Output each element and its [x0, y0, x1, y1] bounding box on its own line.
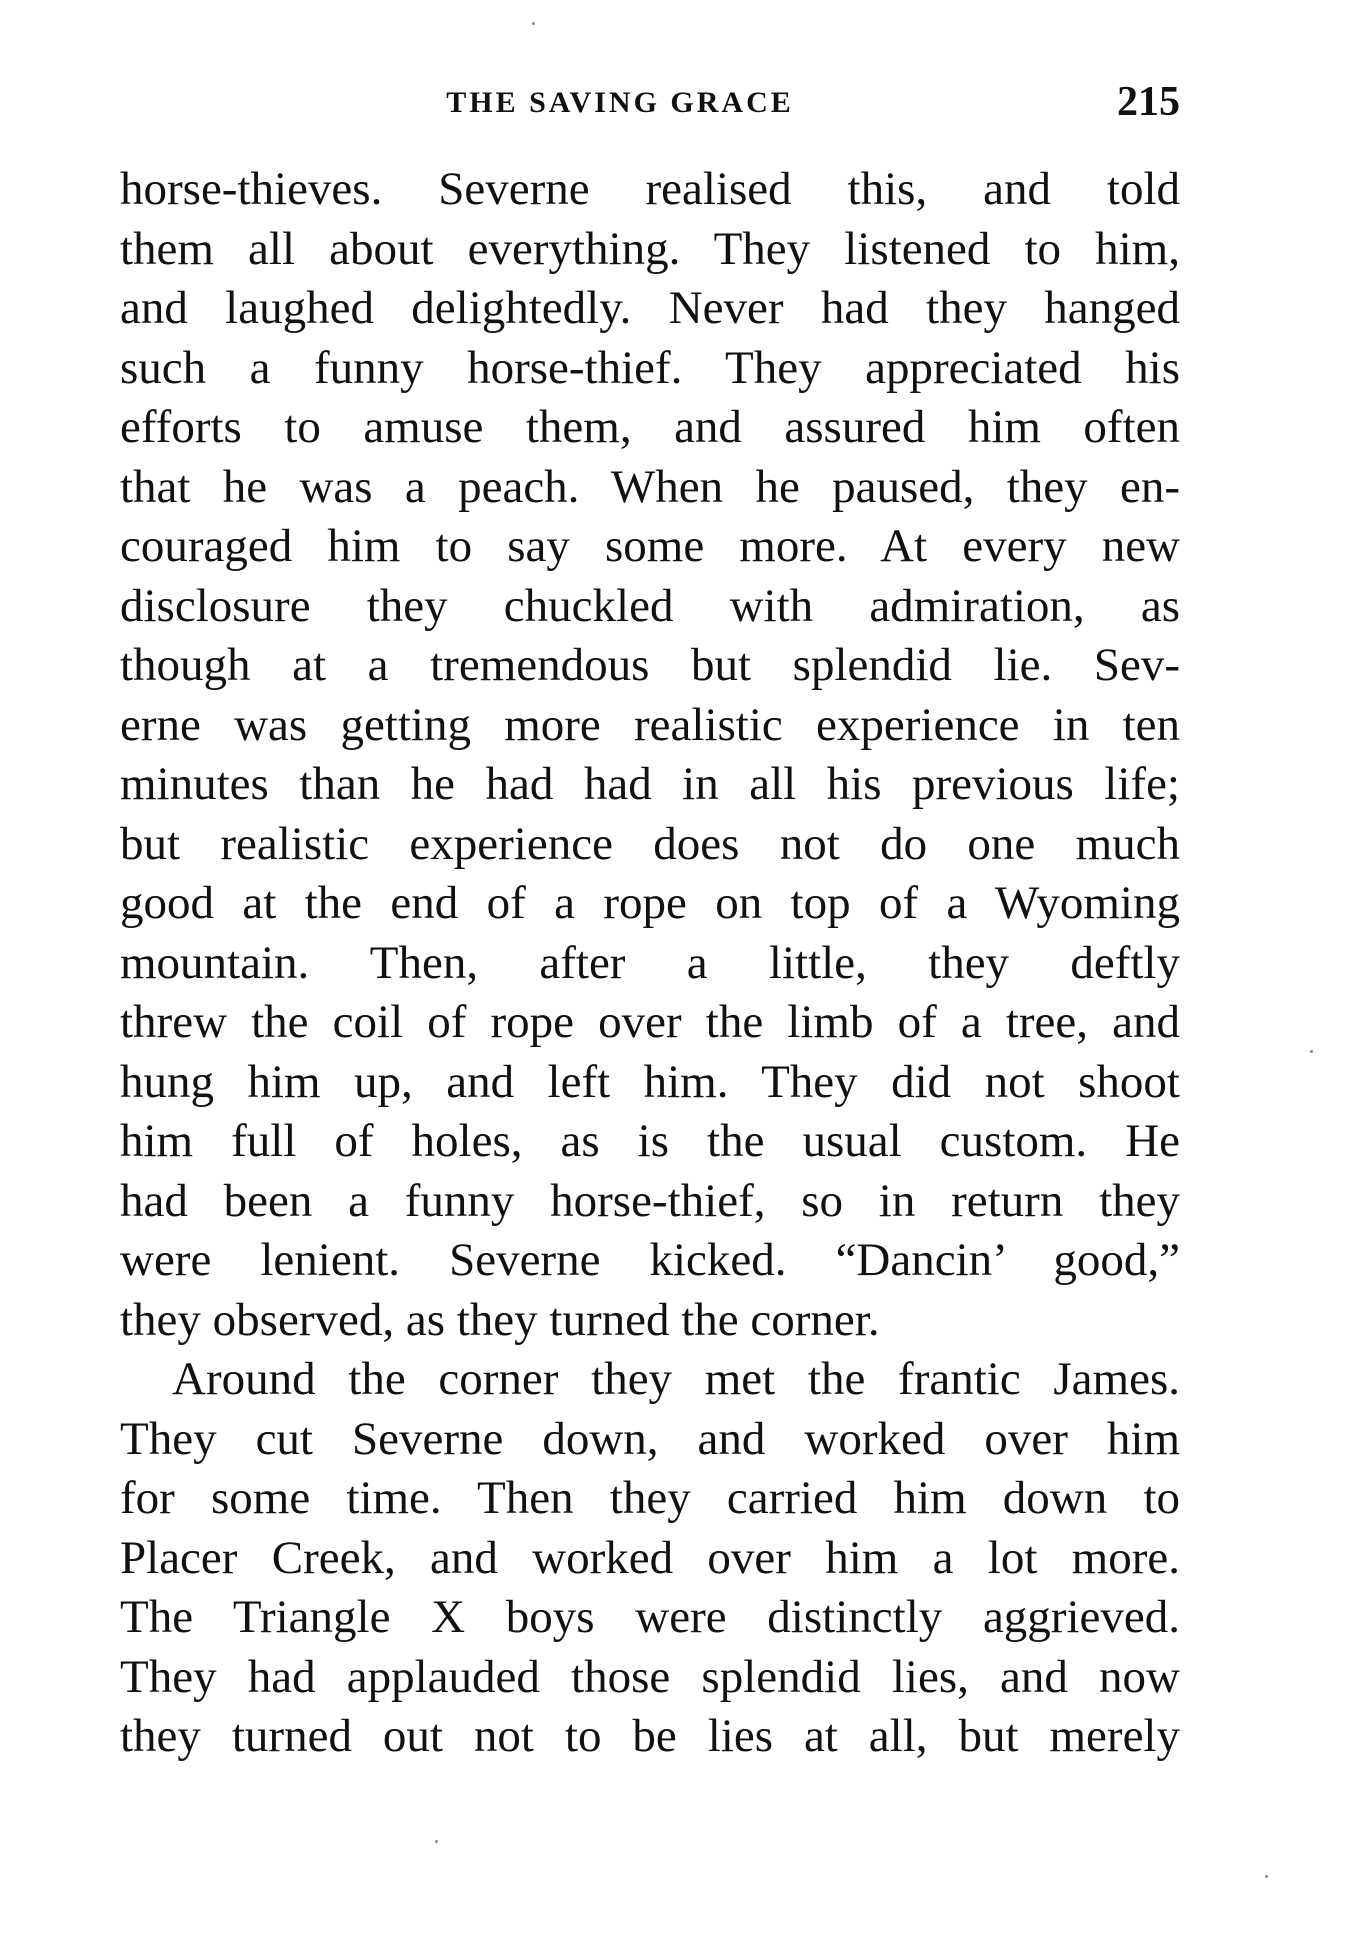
text-line: efforts to amuse them, and assured him often [120, 401, 1180, 453]
page-number: 215 [1117, 79, 1180, 125]
text-line: they observed, as they turned the corner. [120, 1293, 880, 1346]
text-line: they turned out not to be lies at all, but merely [120, 1710, 1180, 1762]
paper-speck [435, 1840, 438, 1843]
paper-speck [1265, 1875, 1268, 1878]
text-line: horse-thieves. Severne realised this, and told [120, 163, 1180, 215]
text-line: Placer Creek, and worked over him a lot more. [120, 1531, 1180, 1584]
text-line: but realistic experience does not do one much [120, 817, 1180, 870]
text-line: couraged him to say some more. At every new [120, 520, 1180, 572]
text-line: them all about everything. They listened to him, [120, 222, 1180, 275]
text-line: were lenient. Severne kicked. “Dancin’ good,” [120, 1234, 1180, 1286]
text-line: had been a funny horse-thief, so in return they [120, 1174, 1180, 1227]
text-line: minutes than he had had in all his previous life; [120, 758, 1180, 810]
text-line: disclosure they chuckled with admiration, as [120, 579, 1180, 632]
text-line: for some time. Then they carried him down to [120, 1472, 1180, 1524]
paper-speck [532, 22, 535, 25]
text-line: hung him up, and left him. They did not shoot [120, 1055, 1180, 1108]
text-line: threw the coil of rope over the limb of a tree, and [120, 996, 1180, 1048]
running-head [120, 78, 1180, 128]
text-line: Around the corner they met the frantic James. [172, 1353, 1180, 1405]
text-line: The Triangle X boys were distinctly aggrieved. [120, 1591, 1180, 1643]
body-text [120, 160, 1180, 1767]
text-line: They cut Severne down, and worked over him [120, 1412, 1180, 1465]
paper-speck [1310, 1050, 1313, 1053]
text-line: They had applauded those splendid lies, and now [120, 1650, 1180, 1703]
text-line: though at a tremendous but splendid lie. Sev- [120, 639, 1180, 691]
text-line: erne was getting more realistic experience in ten [120, 698, 1180, 751]
text-line: that he was a peach. When he paused, they en- [120, 460, 1180, 513]
paragraph-1 [120, 160, 1180, 1350]
text-line: good at the end of a rope on top of a Wyoming [120, 877, 1180, 929]
text-line: mountain. Then, after a little, they deftly [120, 936, 1180, 989]
running-title: THE SAVING GRACE [446, 86, 794, 119]
text-line: and laughed delightedly. Never had they hanged [120, 282, 1180, 334]
text-line: such a funny horse-thief. They appreciated his [120, 341, 1180, 394]
text-line: him full of holes, as is the usual custom. He [120, 1115, 1180, 1167]
paragraph-2 [120, 1350, 1180, 1767]
